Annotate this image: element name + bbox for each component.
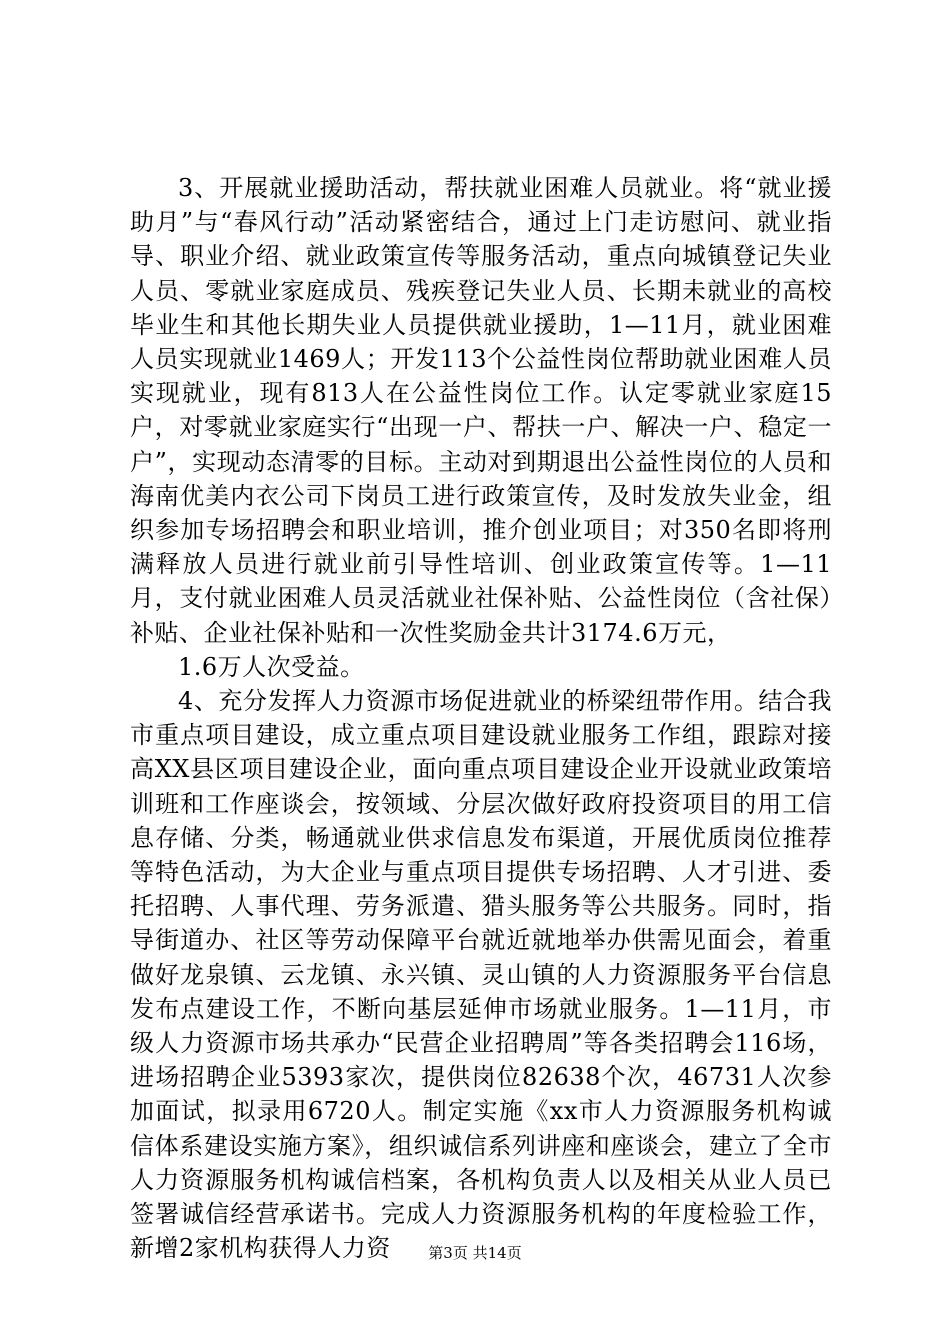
paragraph-beneficiaries: 1.6万人次受益。 (178, 652, 365, 681)
page-number-footer: 第3页 共14页 (428, 1244, 522, 1262)
paragraph-hr-market: 4、充分发挥人力资源市场促进就业的桥梁纽带作用。结合我市重点项目建设，成立重点项目建设就业服务工作组，跟踪对接高XX县区项目建设企业，面向重点项目建设企业开设就业政策培训班和工作座谈会，按领域、分层次做好政府投资项目的用工信息存储、分类，畅通就业供求信息发布渠道，开展优质岗位推荐等特色活动，为大企业与重点项目提供专场招聘、人才引进、委托招聘、人事代理、劳务派遣、猎头服务等公共服务。同时，指导街道办、社区等劳动保障平台就近就地举办供需见面会，着重做好龙泉镇、云龙镇、永兴镇、灵山镇的人力资源服务平台信息发布点建设工作，不断向基层延伸市场就业服务。1—11月，市级人力资源市场共承办“民营企业招聘周”等各类招聘会116场，进场招聘企业5393家次，提供岗位82638个次，46731人次参加面试，拟录用6720人。制定实施《xx市人力资源服务机构诚信体系建设实施方案》，组织诚信系列讲座和座谈会，建立了全市人力资源服务机构诚信档案，各机构负责人以及相关从业人员已签署诚信经营承诺书。完成人力资源服务机构的年度检验工作，新增2家机构获得人力资 (130, 687, 832, 1263)
document-body (130, 171, 832, 1266)
paragraph-employment-assistance: 3、开展就业援助活动，帮扶就业困难人员就业。将“就业援助月”与“春风行动”活动紧密结合，通过上门走访慰问、就业指导、职业介绍、就业政策宣传等服务活动，重点向城镇登记失业人员、零就业家庭成员、残疾登记失业人员、长期未就业的高校毕业生和其他长期失业人员提供就业援助，1—11月，就业困难人员实现就业1469人；开发113个公益性岗位帮助就业困难人员实现就业，现有813人在公益性岗位工作。认定零就业家庭15户，对零就业家庭实行“出现一户、帮扶一户、解决一户、稳定一户”，实现动态清零的目标。主动对到期退出公益性岗位的人员和海南优美内衣公司下岗员工进行政策宣传，及时发放失业金，组织参加专场招聘会和职业培训，推介创业项目；对350名即将刑满释放人员进行就业前引导性培训、创业政策宣传等。1—11月，支付就业困难人员灵活就业社保补贴、公益性岗位（含社保）补贴、企业社保补贴和一次性奖励金共计3174.6万元， (130, 174, 832, 647)
